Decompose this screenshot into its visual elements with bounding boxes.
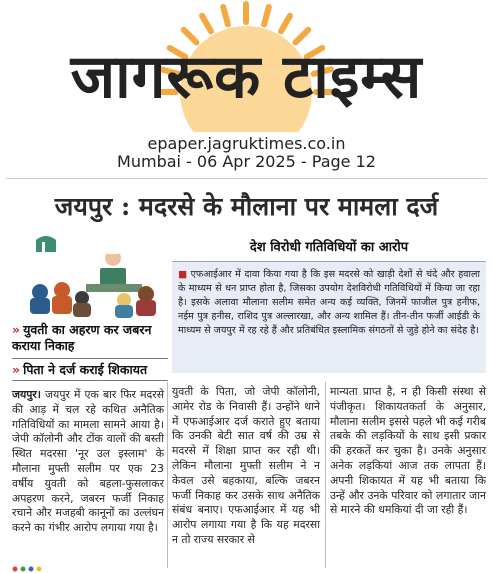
color-registration-marks <box>12 566 72 572</box>
logo-text: जागरूक टाइम्स <box>70 42 423 112</box>
article-column-2: युवती के पिता, जो जेपी कॉलोनी, आमेर रोड के निवासी हैं। उन्होंने थाने में एफआईआर दर्ज कराते हुए बताया कि उनकी बेटी सात वर्ष की उम्र से मदरसे में शिक्षा प्राप्त कर रही थी। लेकिन मौलाना मुफ्ती सलीम ने न केवल उसे बहकाया, बल्कि जबरन फर्जी निकाह कर उसके साथ अनैतिक संबंध बनाए। एफआईआर में यह भी आरोप लगाया गया है कि यह मदरसा न तो राज्य सरकार से <box>172 385 320 546</box>
double-chevron-right-icon: » <box>12 362 21 377</box>
sun-ray <box>223 7 228 24</box>
article-column-1: जयपुर। जयपुर में एक बार फिर मदरसे की आड़ में चल रहे कथित अनैतिक गतिविधियों का मामला सामने आया है। जेपी कॉलोनी और टोंक वालों की बस्ती स्थित मदरसा 'नूर उल इस्लाम' के मौलाना मुफ्ती सलीम पर एक 23 वर्षीय युवती को बहला-फुसलाकर अपहरण करने, जबरन फर्जी निकाह रचाने और मजहबी कानूनों का उल्लंघन करने का गंभीर आरोप लगाया गया है। <box>12 388 164 535</box>
sun-ray <box>202 16 211 32</box>
square-bullet-icon: ■ <box>178 269 188 280</box>
column-separator <box>325 382 326 568</box>
sun-ray <box>264 7 269 24</box>
madrasa-illustration <box>16 232 166 320</box>
masthead <box>0 0 493 132</box>
double-chevron-right-icon: » <box>12 322 21 337</box>
article-column-3: मान्यता प्राप्त है, न ही किसी संस्था से पंजीकृत। शिकायतकर्ता के अनुसार, मौलाना सलीम इससे पहले भी कई गरीब तबके की लड़कियों के साथ इसी प्रकार की हरकतें कर चुका है। उनके अनुसार अनेक लड़कियां आज तक लापता हैं। अपनी शिकायत में यह भी बताया कि उन्हें और उनके परिवार को लगातार जान से मारने की धमकियां दी जा रही हैं। <box>330 385 486 517</box>
article-headline: जयपुर : मदरसे के मौलाना पर मामला दर्ज <box>54 192 439 221</box>
highlight-box <box>172 261 486 373</box>
dateline: जयपुर। <box>12 388 41 401</box>
sun-ray <box>281 16 290 32</box>
side-heading-abduction: » युवती का अहरण कर जबरन कराया निकाह <box>12 322 152 353</box>
epaper-url[interactable]: epaper.jagruktimes.co.in <box>147 134 346 153</box>
column-separator <box>167 382 168 568</box>
box-text: ■ एफआईआर में दावा किया गया है कि इस मदरसे को खाड़ी देशों से चंदे और हवाला के माध्यम से धन प्राप्त होता है, जिसका उपयोग देशविरोधी गतिविधियों में किया जा रहा है। इसके अलावा मौलाना सलीम समेत अन्य कई व्यक्ति, जिनमें फाजील पुत्र हनीफ, नईम पुत्र हनीस, राशिद पुत्र अल्लारखा, और अन्य शामिल हैं। तीन-तीन फर्जी आईडी के माध्यम से जयपुर में रह रहे हैं और प्रतिबंधित इस्लामिक संगठनों से जुड़े होने का संदेह है। <box>178 269 480 336</box>
box-heading: देश विरोधी गतिविधियों का आरोप <box>249 240 409 255</box>
divider <box>12 380 168 381</box>
edition-info: Mumbai - 06 Apr 2025 - Page 12 <box>117 152 376 171</box>
divider <box>12 358 168 359</box>
side-heading-complaint: » पिता ने दर्ज कराई शिकायत <box>12 362 148 377</box>
